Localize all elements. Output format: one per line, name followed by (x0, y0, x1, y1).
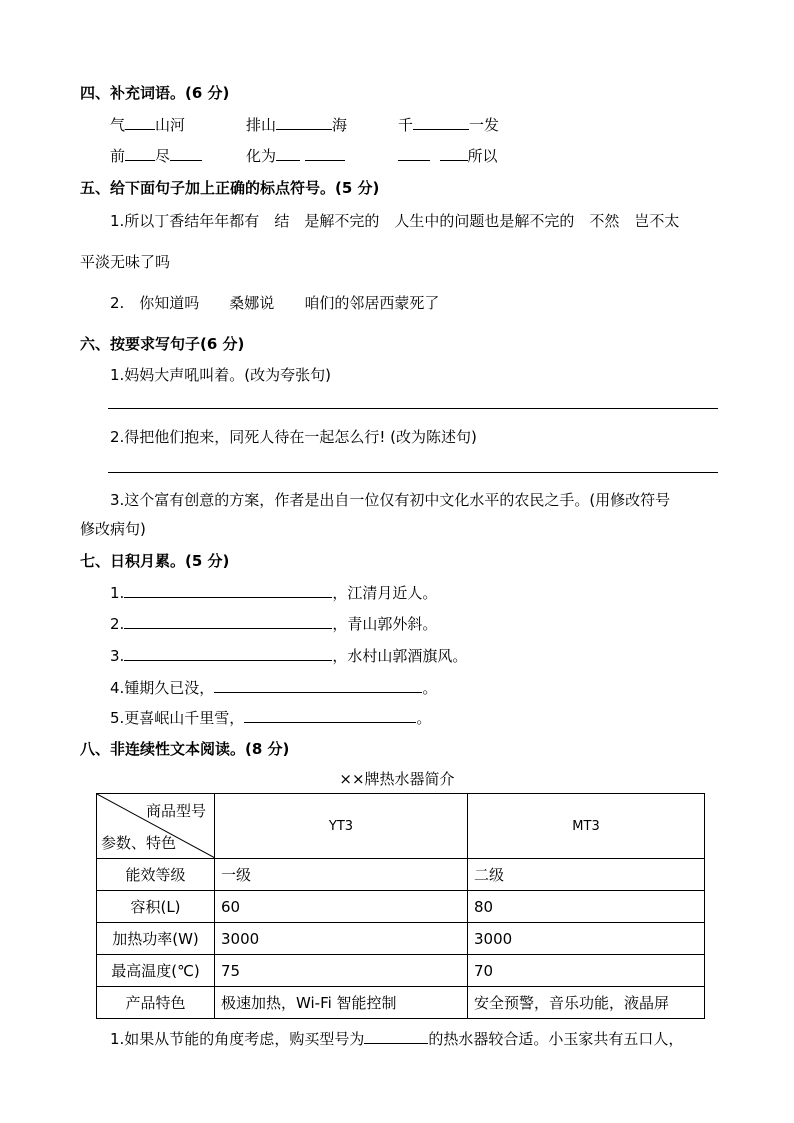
idiom-3-part-b: 一发 (469, 116, 500, 134)
poem-q5 (110, 707, 431, 728)
poem-q2 (110, 613, 437, 634)
question-number: 2. (110, 615, 125, 633)
answer-line[interactable] (108, 472, 718, 473)
idiom-row-1-c (398, 114, 499, 135)
section-6-heading: 六、按要求写句子(6 分) (80, 335, 245, 353)
table-row (97, 955, 705, 987)
row-label: 最高温度(℃) (97, 955, 215, 987)
cell-yt3: 3000 (215, 923, 468, 955)
cell-mt3: 70 (468, 955, 705, 987)
corner-bottom-label: 参数、特色 (101, 834, 177, 852)
row-label: 加热功率(W) (97, 923, 215, 955)
idiom-1-part-b: 山河 (155, 116, 186, 134)
cell-mt3: 80 (468, 891, 705, 923)
rewrite-q3-line2: 修改病句) (80, 520, 146, 538)
table-row (97, 923, 705, 955)
water-heater-table (96, 793, 705, 1019)
table-header-row (97, 794, 705, 859)
corner-top-label: 商品型号 (145, 802, 206, 820)
poem-end: 。 (416, 709, 432, 727)
table-title: ××牌热水器简介 (339, 770, 455, 788)
blank[interactable] (413, 114, 469, 130)
poem-q3 (110, 645, 467, 666)
blank[interactable] (364, 1028, 428, 1044)
model-yt3-header: YT3 (215, 794, 468, 859)
question-number: 3. (110, 647, 125, 665)
blank[interactable] (244, 707, 416, 723)
blank[interactable] (124, 645, 332, 661)
table-row (97, 987, 705, 1019)
table-corner-cell (97, 794, 215, 859)
table-row (97, 859, 705, 891)
idiom-row-2-c (398, 145, 498, 166)
section-4-heading: 四、补充词语。(6 分) (80, 84, 230, 102)
cell-mt3: 3000 (468, 923, 705, 955)
punctuation-q1-line1: 1.所以丁香结年年都有 结 是解不完的 人生中的问题也是解不完的 不然 岂不太 (110, 212, 680, 230)
section-8-heading: 八、非连续性文本阅读。(8 分) (80, 740, 290, 758)
idiom-row-1 (110, 114, 185, 135)
punctuation-q2: 2. 你知道吗 桑娜说 咱们的邻居西蒙死了 (110, 294, 440, 312)
idiom-row-2-b (246, 145, 345, 166)
blank[interactable] (170, 145, 202, 161)
blank[interactable] (398, 145, 430, 161)
idiom-2-part-a: 排山 (246, 116, 277, 134)
cell-yt3: 60 (215, 891, 468, 923)
poem-line: ，水村山郭酒旗风。 (332, 647, 468, 665)
question-number: 1. (110, 584, 125, 602)
answer-line[interactable] (108, 408, 718, 409)
poem-q1 (110, 582, 437, 603)
idiom-6-part-b: 所以 (467, 147, 498, 165)
blank[interactable] (125, 145, 155, 161)
rewrite-q3-line1: 3.这个富有创意的方案，作者是出自一位仅有初中文化水平的农民之手。(用修改符号 (110, 491, 671, 509)
idiom-1-part-a: 气 (110, 116, 126, 134)
cell-mt3: 安全预警，音乐功能，液晶屏 (468, 987, 705, 1019)
idiom-2-part-b: 海 (332, 116, 348, 134)
blank[interactable] (125, 114, 155, 130)
cell-yt3: 75 (215, 955, 468, 987)
rewrite-q1: 1.妈妈大声吼叫着。(改为夸张句) (110, 366, 332, 384)
punctuation-q1-line2: 平淡无味了吗 (80, 253, 171, 271)
cell-yt3: 一级 (215, 859, 468, 891)
question-text: 1.如果从节能的角度考虑，购买型号为 (110, 1030, 365, 1048)
row-label: 容积(L) (97, 891, 215, 923)
reading-q1 (110, 1028, 683, 1049)
question-text: 的热水器较合适。小玉家共有五口人， (428, 1030, 684, 1048)
row-label: 能效等级 (97, 859, 215, 891)
poem-line: 4.锺期久已没， (110, 679, 215, 697)
blank[interactable] (276, 114, 332, 130)
blank[interactable] (124, 613, 332, 629)
blank[interactable] (214, 677, 422, 693)
section-5-heading: 五、给下面句子加上正确的标点符号。(5 分) (80, 179, 380, 197)
blank[interactable] (440, 145, 468, 161)
poem-q4 (110, 677, 437, 698)
blank[interactable] (305, 145, 345, 161)
idiom-row-2-a (110, 145, 202, 166)
table-row (97, 891, 705, 923)
blank[interactable] (124, 582, 332, 598)
model-mt3-header: MT3 (468, 794, 705, 859)
idiom-4-part-b: 尽 (155, 147, 171, 165)
idiom-3-part-a: 千 (398, 116, 414, 134)
section-7-heading: 七、日积月累。(5 分) (80, 552, 230, 570)
idiom-row-1-b (246, 114, 347, 135)
blank[interactable] (276, 145, 300, 161)
row-label: 产品特色 (97, 987, 215, 1019)
poem-line: ，青山郭外斜。 (332, 615, 438, 633)
poem-line: ，江清月近人。 (332, 584, 438, 602)
poem-line: 5.更喜岷山千里雪， (110, 709, 245, 727)
poem-end: 。 (422, 679, 438, 697)
cell-mt3: 二级 (468, 859, 705, 891)
cell-yt3: 极速加热，Wi-Fi 智能控制 (215, 987, 468, 1019)
idiom-4-part-a: 前 (110, 147, 126, 165)
idiom-5-part-a: 化为 (246, 147, 277, 165)
rewrite-q2: 2.得把他们抱来，同死人待在一起怎么行! (改为陈述句) (110, 428, 477, 446)
